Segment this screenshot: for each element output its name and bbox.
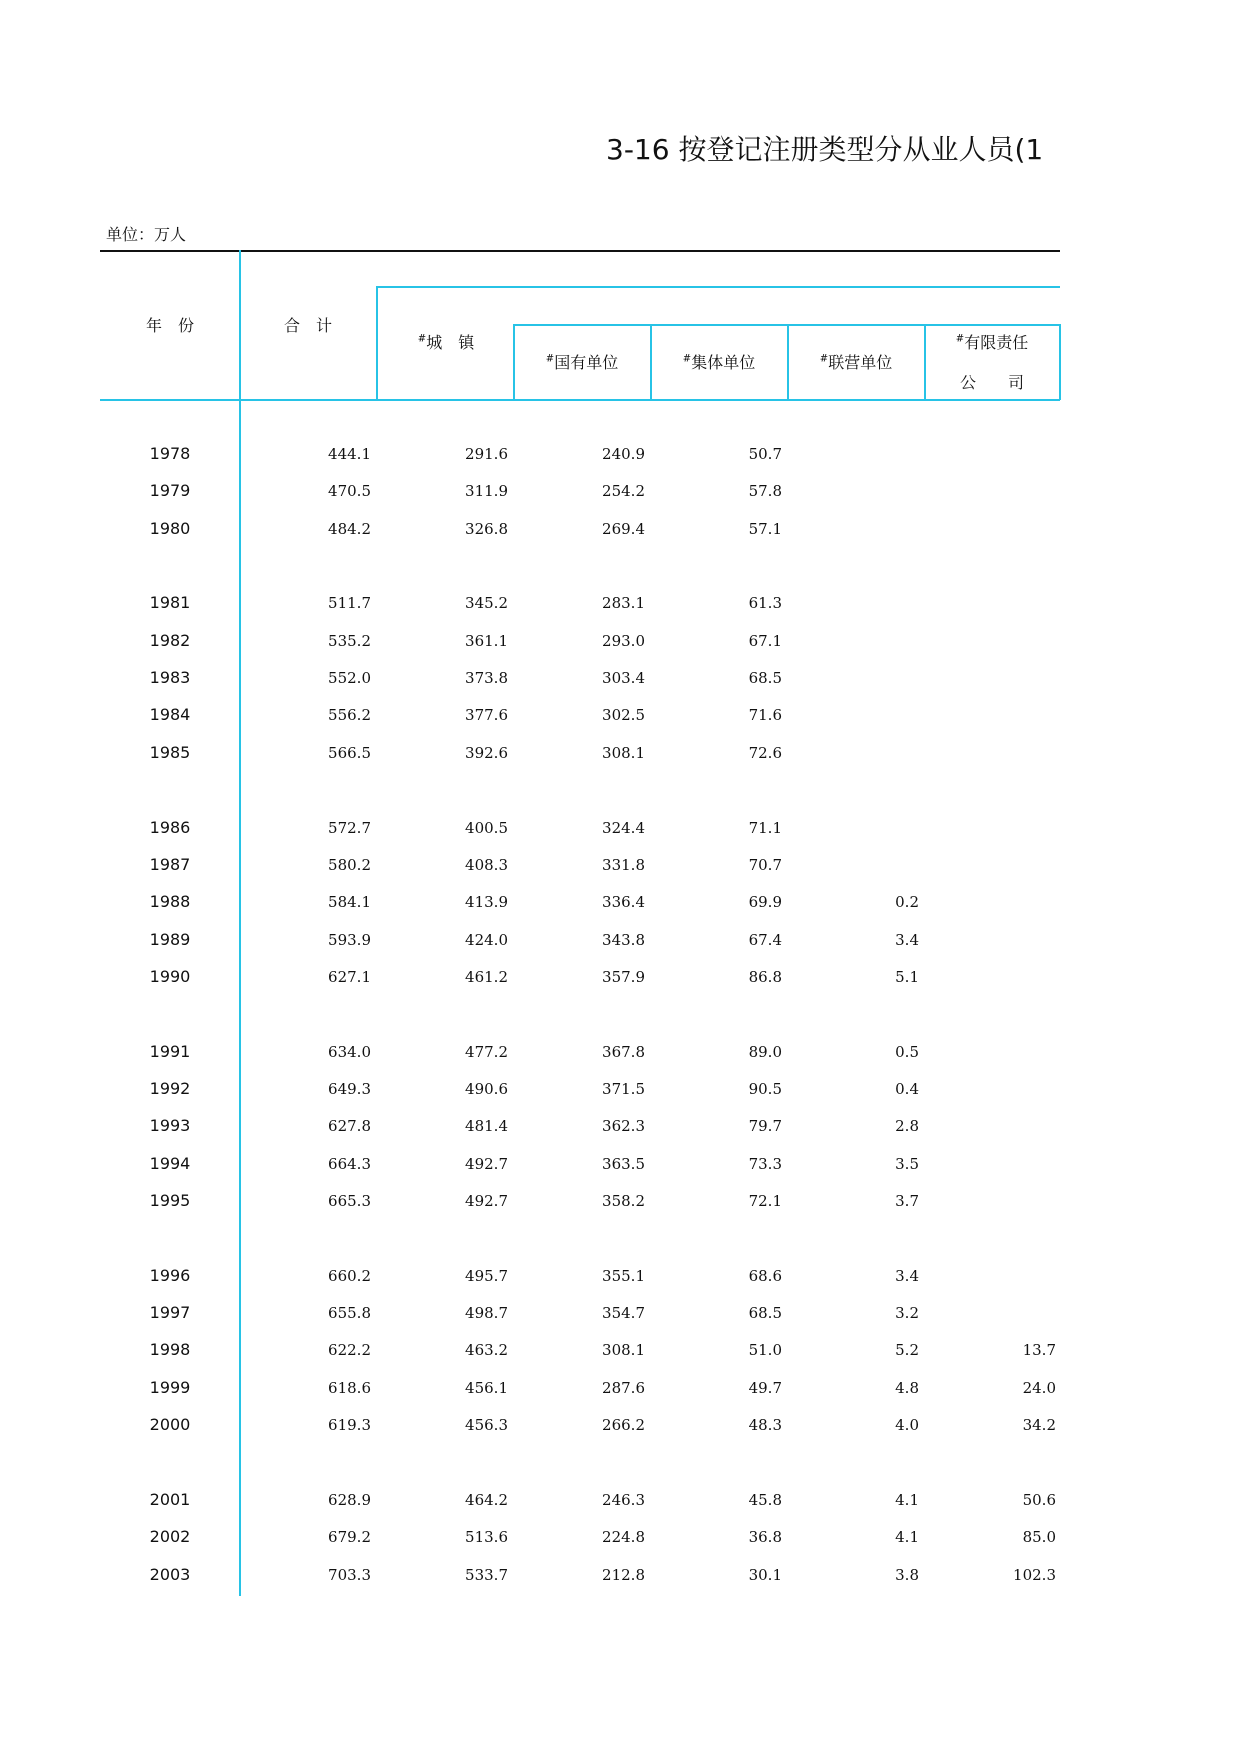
collective-cell: 67.4 [748, 930, 782, 949]
state-cell: 367.8 [602, 1042, 645, 1061]
year-cell: 1990 [149, 966, 191, 986]
state-cell: 283.1 [602, 594, 645, 613]
collective-cell: 73.3 [748, 1154, 782, 1173]
joint-cell: 0.4 [895, 1079, 919, 1098]
joint-cell: 3.4 [895, 930, 919, 949]
table-row [0, 1522, 1240, 1552]
urban-cell: 498.7 [465, 1304, 508, 1323]
urban-cell: 492.7 [465, 1154, 508, 1173]
state-cell: 324.4 [602, 818, 645, 837]
year-cell: 1982 [149, 630, 191, 650]
state-cell: 354.7 [602, 1304, 645, 1323]
state-cell: 269.4 [602, 519, 645, 538]
urban-cell: 373.8 [465, 669, 508, 688]
total-cell: 535.2 [328, 631, 371, 650]
year-cell: 1995 [149, 1191, 191, 1210]
state-cell: 266.2 [602, 1416, 645, 1435]
total-cell: 664.3 [328, 1154, 371, 1173]
limited-cell: 34.2 [1022, 1416, 1056, 1435]
joint-cell: 3.5 [895, 1154, 919, 1173]
state-cell: 212.8 [602, 1565, 645, 1584]
table-row [0, 813, 1240, 843]
header-joint [788, 350, 924, 373]
year-cell: 1994 [149, 1153, 191, 1173]
total-cell: 511.7 [328, 594, 371, 613]
header-urban [378, 330, 514, 353]
year-cell: 1998 [149, 1340, 191, 1360]
total-cell: 619.3 [328, 1416, 371, 1435]
year-cell: 1996 [149, 1265, 191, 1285]
urban-cell: 495.7 [465, 1266, 508, 1285]
year-cell: 1985 [149, 742, 191, 762]
table-row [0, 887, 1240, 917]
joint-cell: 5.1 [895, 967, 919, 986]
year-cell: 1979 [149, 481, 191, 501]
limited-cell: 13.7 [1022, 1341, 1056, 1360]
year-cell: 1992 [149, 1078, 191, 1098]
table-row [0, 1111, 1240, 1141]
collective-cell: 36.8 [748, 1528, 782, 1547]
table-row [0, 514, 1240, 544]
collective-cell: 30.1 [748, 1565, 782, 1584]
collective-cell: 57.1 [748, 519, 782, 538]
collective-cell: 71.6 [748, 706, 782, 725]
state-cell: 246.3 [602, 1490, 645, 1509]
urban-cell: 361.1 [465, 631, 508, 650]
state-cell: 371.5 [602, 1079, 645, 1098]
table-row [0, 588, 1240, 618]
table-row [0, 925, 1240, 955]
urban-cell: 481.4 [465, 1117, 508, 1136]
hash-mark: # [417, 333, 427, 345]
total-cell: 444.1 [328, 445, 371, 463]
state-cell: 355.1 [602, 1266, 645, 1285]
total-cell: 566.5 [328, 743, 371, 762]
table-row [0, 738, 1240, 768]
unit-label: 单位：万人 [106, 225, 187, 244]
joint-cell: 0.2 [895, 893, 919, 912]
state-cell: 224.8 [602, 1528, 645, 1547]
top-rule [100, 250, 1060, 252]
urban-cell: 291.6 [465, 445, 508, 463]
year-cell: 1981 [149, 593, 191, 613]
limited-cell: 102.3 [1013, 1565, 1056, 1584]
state-cell: 293.0 [602, 631, 645, 650]
collective-cell: 90.5 [748, 1079, 782, 1098]
joint-cell: 4.1 [895, 1528, 919, 1547]
collective-cell: 61.3 [748, 594, 782, 613]
collective-cell: 48.3 [748, 1416, 782, 1435]
urban-cell: 456.1 [465, 1378, 508, 1397]
header-collective-label: 集体单位 [691, 353, 756, 372]
table-row [0, 1298, 1240, 1328]
state-cell: 362.3 [602, 1117, 645, 1136]
state-cell: 308.1 [602, 1341, 645, 1360]
state-cell: 308.1 [602, 743, 645, 762]
table-row [0, 850, 1240, 880]
collective-cell: 72.1 [748, 1192, 782, 1210]
urban-cell: 477.2 [465, 1042, 508, 1061]
urban-cell: 400.5 [465, 818, 508, 837]
collective-cell: 57.8 [748, 482, 782, 501]
state-cell: 357.9 [602, 967, 645, 986]
collective-cell: 68.5 [748, 1304, 782, 1323]
joint-cell: 3.8 [895, 1565, 919, 1584]
year-cell: 1993 [149, 1116, 191, 1136]
urban-cell: 533.7 [465, 1565, 508, 1584]
table-row [0, 1335, 1240, 1365]
urban-cell: 311.9 [465, 482, 508, 501]
header-joint-label: 联营单位 [828, 353, 893, 372]
state-cell: 240.9 [602, 445, 645, 463]
year-cell: 1986 [149, 817, 191, 837]
year-cell: 2000 [149, 1415, 191, 1435]
collective-cell: 70.7 [748, 855, 782, 874]
state-cell: 336.4 [602, 893, 645, 912]
urban-cell: 461.2 [465, 967, 508, 986]
collective-cell: 49.7 [748, 1378, 782, 1397]
total-cell: 634.0 [328, 1042, 371, 1061]
state-cell: 331.8 [602, 855, 645, 874]
collective-cell: 68.5 [748, 669, 782, 688]
year-cell: 1987 [149, 854, 191, 874]
urban-cell: 408.3 [465, 855, 508, 874]
collective-cell: 51.0 [748, 1341, 782, 1360]
header-limited-line2: 公 司 [959, 373, 1024, 392]
urban-cell: 463.2 [465, 1341, 508, 1360]
table-row [0, 663, 1240, 693]
total-cell: 649.3 [328, 1079, 371, 1098]
urban-cell: 456.3 [465, 1416, 508, 1435]
table-row [0, 1261, 1240, 1291]
total-cell: 655.8 [328, 1304, 371, 1323]
header-collective [651, 350, 787, 373]
year-cell: 1980 [149, 518, 191, 538]
year-cell: 1983 [149, 668, 191, 688]
header-total: 合 计 [283, 316, 332, 335]
header-bottom-rule [100, 399, 1060, 401]
urban-cell: 464.2 [465, 1490, 508, 1509]
hash-mark: # [819, 353, 829, 365]
collective-cell: 50.7 [748, 445, 782, 463]
hash-mark: # [955, 333, 965, 345]
table-row [0, 962, 1240, 992]
state-cell: 363.5 [602, 1154, 645, 1173]
year-cell: 1991 [149, 1041, 191, 1061]
joint-cell: 4.1 [895, 1490, 919, 1509]
urban-cell: 492.7 [465, 1192, 508, 1210]
state-cell: 254.2 [602, 482, 645, 501]
joint-cell: 3.4 [895, 1266, 919, 1285]
total-cell: 593.9 [328, 930, 371, 949]
table-row [0, 439, 1240, 469]
total-cell: 627.1 [328, 967, 371, 986]
joint-cell: 4.8 [895, 1378, 919, 1397]
urban-cell: 326.8 [465, 519, 508, 538]
right-edge-divider [1059, 324, 1061, 400]
state-cell: 303.4 [602, 669, 645, 688]
state-cell: 343.8 [602, 930, 645, 949]
urban-cell: 424.0 [465, 930, 508, 949]
urban-group-rule [378, 286, 1060, 288]
total-cell: 552.0 [328, 669, 371, 688]
header-year: 年 份 [145, 316, 194, 335]
year-cell: 1989 [149, 929, 191, 949]
urban-cell: 490.6 [465, 1079, 508, 1098]
table-row [0, 1037, 1240, 1067]
table-row [0, 476, 1240, 506]
total-cell: 665.3 [328, 1192, 371, 1210]
table-row [0, 1485, 1240, 1515]
total-cell: 627.8 [328, 1117, 371, 1136]
collective-cell: 68.6 [748, 1266, 782, 1285]
total-cell: 660.2 [328, 1266, 371, 1285]
collective-cell: 86.8 [748, 967, 782, 986]
table-row [0, 1149, 1240, 1179]
table-row [0, 626, 1240, 656]
page-title: 3-16 按登记注册类型分从业人员(1 [606, 133, 1044, 166]
urban-cell: 513.6 [465, 1528, 508, 1547]
table-row [0, 1186, 1240, 1216]
total-cell: 470.5 [328, 482, 371, 501]
year-cell: 1997 [149, 1303, 191, 1323]
joint-cell: 3.2 [895, 1304, 919, 1323]
joint-cell: 4.0 [895, 1416, 919, 1435]
year-cell: 2003 [149, 1564, 191, 1584]
year-cell: 2002 [149, 1527, 191, 1547]
table-row [0, 1074, 1240, 1104]
year-cell: 2001 [149, 1489, 191, 1509]
collective-cell: 69.9 [748, 893, 782, 912]
table-row [0, 1410, 1240, 1440]
joint-cell: 0.5 [895, 1042, 919, 1061]
joint-cell: 5.2 [895, 1341, 919, 1360]
total-cell: 572.7 [328, 818, 371, 837]
hash-mark: # [545, 353, 555, 365]
collective-cell: 45.8 [748, 1490, 782, 1509]
total-cell: 618.6 [328, 1378, 371, 1397]
urban-cell: 413.9 [465, 893, 508, 912]
header-limited-line1: 有限责任 [964, 333, 1029, 352]
state-cell: 302.5 [602, 706, 645, 725]
total-cell: 556.2 [328, 706, 371, 725]
urban-cell: 345.2 [465, 594, 508, 613]
year-cell: 1978 [149, 444, 191, 463]
header-limited [925, 330, 1059, 353]
table-row [0, 1560, 1240, 1590]
collective-cell: 72.6 [748, 743, 782, 762]
joint-cell: 3.7 [895, 1192, 919, 1210]
header-urban-label: 城 镇 [426, 333, 475, 352]
header-state-label: 国有单位 [554, 353, 619, 372]
state-cell: 287.6 [602, 1378, 645, 1397]
total-cell: 580.2 [328, 855, 371, 874]
year-cell: 1988 [149, 892, 191, 912]
state-cell: 358.2 [602, 1192, 645, 1210]
total-cell: 628.9 [328, 1490, 371, 1509]
urban-cell: 392.6 [465, 743, 508, 762]
urban-cell: 377.6 [465, 706, 508, 725]
collective-cell: 89.0 [748, 1042, 782, 1061]
total-cell: 622.2 [328, 1341, 371, 1360]
year-cell: 1984 [149, 705, 191, 725]
limited-cell: 85.0 [1022, 1528, 1056, 1547]
total-cell: 679.2 [328, 1528, 371, 1547]
header-state-owned [514, 350, 650, 373]
joint-cell: 2.8 [895, 1117, 919, 1136]
table-row [0, 700, 1240, 730]
collective-cell: 79.7 [748, 1117, 782, 1136]
hash-mark: # [682, 353, 692, 365]
table-row [0, 1373, 1240, 1403]
total-cell: 703.3 [328, 1565, 371, 1584]
limited-cell: 24.0 [1022, 1378, 1056, 1397]
limited-cell: 50.6 [1022, 1490, 1056, 1509]
total-cell: 584.1 [328, 893, 371, 912]
year-cell: 1999 [149, 1377, 191, 1397]
total-cell: 484.2 [328, 519, 371, 538]
collective-cell: 67.1 [748, 631, 782, 650]
collective-cell: 71.1 [748, 818, 782, 837]
